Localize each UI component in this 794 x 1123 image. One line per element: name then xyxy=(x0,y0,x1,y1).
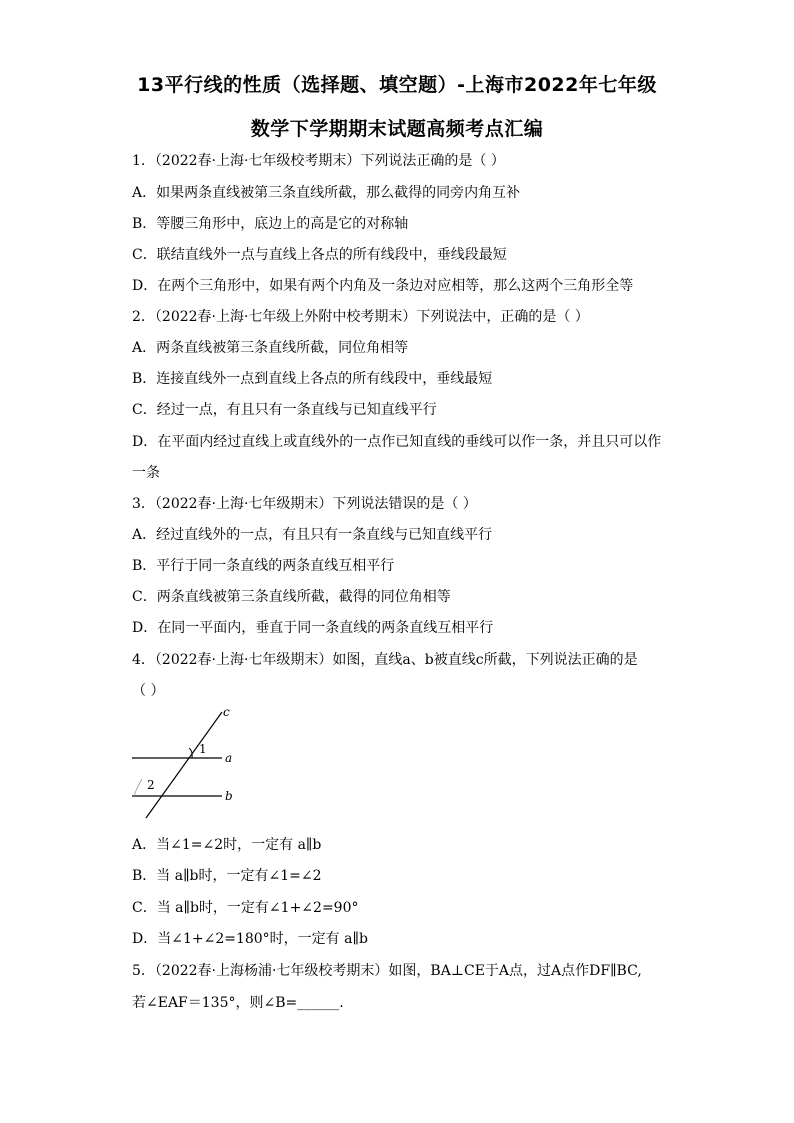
question-2-option-d: D．在平面内经过直线上或直线外的一点作已知直线的垂线可以作一条，并且只可以作 xyxy=(132,434,662,450)
question-3-option-b: B．平行于同一条直线的两条直线互相平行 xyxy=(132,558,395,574)
parallel-lines-figure xyxy=(132,704,272,828)
document-title-line-1: 13平行线的性质（选择题、填空题）-上海市2022年七年级 xyxy=(137,74,657,96)
question-1-option-a: A．如果两条直线被第三条直线所截，那么截得的同旁内角互补 xyxy=(132,185,521,201)
line-c xyxy=(146,712,222,818)
question-2-option-d-cont: 一条 xyxy=(132,465,160,481)
question-1-stem: 1．（2022春·上海·七年级校考期末）下列说法正确的是（ ） xyxy=(132,153,505,169)
question-1-option-d: D．在两个三角形中，如果有两个内角及一条边对应相等，那么这两个三角形全等 xyxy=(132,278,634,294)
question-2-option-a: A．两条直线被第三条直线所截，同位角相等 xyxy=(132,340,409,356)
parallel-lines-diagram xyxy=(132,704,272,828)
question-4-option-b: B．当 a∥b时，一定有∠1=∠2 xyxy=(132,868,322,884)
question-4-stem-cont: （ ） xyxy=(132,683,165,699)
question-5-stem: 5．（2022春·上海杨浦·七年级校考期末）如图，BA⊥CE于A点，过A点作DF∥BC, xyxy=(132,963,642,979)
label-angle-1: 1 xyxy=(199,742,207,756)
question-2-option-b: B．连接直线外一点到直线上各点的所有线段中，垂线最短 xyxy=(132,371,493,387)
question-3-option-d: D．在同一平面内，垂直于同一条直线的两条直线互相平行 xyxy=(132,620,494,636)
angle-2-arc xyxy=(134,779,142,796)
question-4-option-d: D．当∠1+∠2=180°时，一定有 a∥b xyxy=(132,931,368,947)
question-1-option-c: C．联结直线外一点与直线上各点的所有线段中，垂线段最短 xyxy=(132,247,507,263)
label-angle-2: 2 xyxy=(147,778,155,792)
question-5-stem-cont: 若∠EAF＝135°，则∠B=______. xyxy=(132,995,344,1011)
question-3-stem: 3．（2022春·上海·七年级期末）下列说法错误的是（ ） xyxy=(132,496,477,512)
question-4-option-c: C．当 a∥b时，一定有∠1+∠2=90° xyxy=(132,900,359,916)
label-b: b xyxy=(225,789,233,803)
question-3-option-a: A．经过直线外的一点，有且只有一条直线与已知直线平行 xyxy=(132,527,493,543)
question-4-stem: 4．（2022春·上海·七年级期末）如图，直线a、b被直线c所截，下列说法正确的是 xyxy=(132,652,638,668)
label-a: a xyxy=(225,751,233,765)
question-2-stem: 2．（2022春·上海·七年级上外附中校考期末）下列说法中，正确的是（ ） xyxy=(132,309,589,325)
label-c: c xyxy=(223,705,230,719)
question-2-option-c: C．经过一点，有且只有一条直线与已知直线平行 xyxy=(132,402,437,418)
question-3-option-c: C．两条直线被第三条直线所截，截得的同位角相等 xyxy=(132,589,451,605)
question-1-option-b: B．等腰三角形中，底边上的高是它的对称轴 xyxy=(132,216,409,232)
question-4-option-a: A．当∠1=∠2时，一定有 a∥b xyxy=(132,837,322,853)
document-title-line-2: 数学下学期期末试题高频考点汇编 xyxy=(250,118,544,140)
